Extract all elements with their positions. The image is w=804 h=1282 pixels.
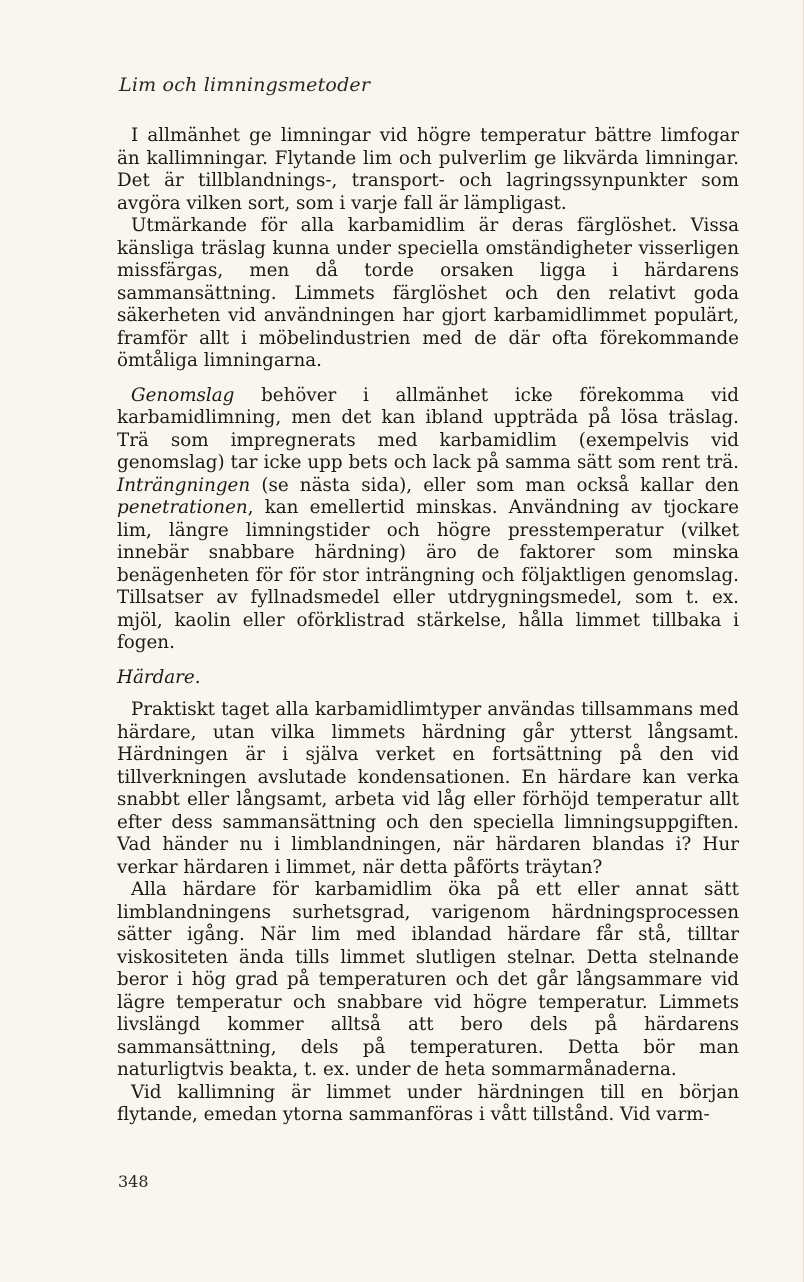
term-intrangningen: Inträngningen (117, 474, 251, 496)
term-penetrationen: penetrationen (117, 497, 248, 518)
paragraph-kallimning: Vid kallimning är limmet under härdningen till en början flytande, emedan ytorna sammanföras i vått tillstånd. Vid varm- (117, 1081, 739, 1125)
section-heading-hardare: Härdare. (117, 666, 201, 688)
paragraph-genomslag-part-b: (se nästa sida), eller som man också kallar den (250, 474, 739, 496)
term-genomslag: Genomslag (131, 384, 235, 406)
paragraph-limningar: I allmänhet ge limningar vid högre temperatur bättre limfogar än kallimningar. Flytande lim och pulverlim ge likvärda limningar. Det är tillblandnings-, transport- och lagringssynpunkter som avgöra vilken sort, som i varje fall är lämpligast. (117, 125, 739, 214)
paragraph-hardare: Praktiskt taget alla karbamidlimtyper användas tillsammans med härdare, utan vilka limmets härdning går ytterst långsamt. Härdningen är i själva verket en fortsättning på den vid tillverkningen avslutade kondensationen. En härdare kan verka snabbt eller långsamt, arbeta vid låg eller förhöjd temperatur allt efter dess sammansättning och den speciella limningsuppgiften. Vad händer nu i limblandningen, när härdaren blandas i? Hur verkar härdaren i limmet, när detta påförts träytan? (117, 699, 739, 878)
paragraph-fargloshet: Utmärkande för alla karbamidlim är deras färglöshet. Vissa känsliga träslag kunna under speciella omständigheter visserligen missfärgas, men då torde orsaken ligga i härdarens sammansättning. Limmets färglöshet och den relativt goda säkerheten vid användningen har gjort karbamidlimmet populärt, framför allt i möbelindustrien med de där ofta förekommande ömtåliga limningarna. (117, 215, 739, 371)
body-text (117, 125, 739, 1127)
page-number: 348 (118, 1172, 149, 1191)
paragraph-genomslag-part-c: , kan emellertid minskas. Användning av tjockare lim, längre limningstider och högre presstemperatur (vilket innebär snabbare härdning) äro de faktorer som minska benägenheten för för stor inträngning och följaktligen genomslag. Tillsatser av fyllnadsmedel eller utdrygningsmedel, som t. ex. mjöl, kaolin eller oförklistrad stärkelse, hålla limmet tillbaka i fogen. (117, 497, 739, 653)
paragraph-genomslag-part-a: behöver i allmänhet icke förekomma vid karbamidlimning, men det kan ibland uppträda på lösa träslag. Trä som impregnerats med karbamidlim (exempelvis vid genomslag) tar icke upp bets och lack på samma sätt som rent trä. (117, 384, 739, 473)
paragraph-genomslag (117, 385, 739, 655)
running-head: Lim och limningsmetoder (119, 74, 371, 96)
paragraph-surhetsgrad: Alla härdare för karbamidlim öka på ett eller annat sätt limblandningens surhetsgrad, varigenom härdningsprocessen sätter igång. När lim med iblandad härdare får stå, tilltar viskositeten ända tills limmet slutligen stelnar. Detta stelnande beror i hög grad på temperaturen och det går långsammare vid lägre temperatur och snabbare vid högre temperatur. Limmets livslängd kommer alltså att bero dels på härdarens sammansättning, dels på temperaturen. Detta bör man naturligtvis beakta, t. ex. under de heta sommarmånaderna. (117, 879, 739, 1080)
